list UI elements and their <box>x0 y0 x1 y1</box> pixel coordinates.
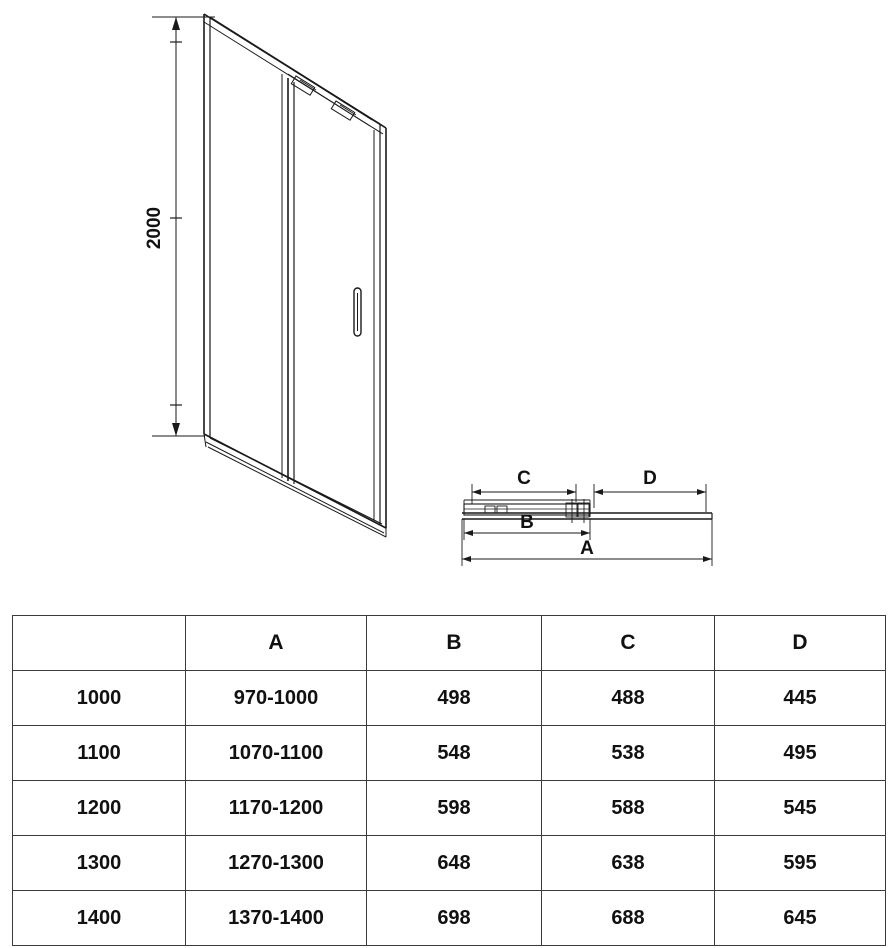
elevation-view <box>144 14 386 537</box>
elevation-height-label: 2000 <box>144 206 165 250</box>
table-cell-b: 648 <box>367 836 542 891</box>
plan-dim-a-label: A <box>580 538 594 559</box>
table-cell-size: 1400 <box>13 891 186 946</box>
table-cell-b: 548 <box>367 726 542 781</box>
table-header-a: A <box>186 616 367 671</box>
table-cell-c: 538 <box>542 726 715 781</box>
table-row <box>13 726 886 781</box>
table-cell-d: 595 <box>715 836 886 891</box>
table-row <box>13 671 886 726</box>
table-cell-b: 598 <box>367 781 542 836</box>
table-header-blank <box>13 616 186 671</box>
plan-dim-d-label: D <box>643 468 657 489</box>
table-cell-d: 545 <box>715 781 886 836</box>
table-cell-size: 1200 <box>13 781 186 836</box>
table-cell-a: 1270-1300 <box>186 836 367 891</box>
plan-view <box>462 468 712 566</box>
table-cell-c: 688 <box>542 891 715 946</box>
table-cell-size: 1300 <box>13 836 186 891</box>
plan-dim-b-label: B <box>520 512 534 533</box>
table-cell-a: 1170-1200 <box>186 781 367 836</box>
table-cell-a: 1370-1400 <box>186 891 367 946</box>
table-cell-size: 1000 <box>13 671 186 726</box>
table-cell-c: 638 <box>542 836 715 891</box>
table-cell-d: 495 <box>715 726 886 781</box>
table-cell-d: 445 <box>715 671 886 726</box>
table-cell-c: 588 <box>542 781 715 836</box>
table-cell-size: 1100 <box>13 726 186 781</box>
table-row <box>13 836 886 891</box>
table-cell-b: 698 <box>367 891 542 946</box>
table-cell-a: 970-1000 <box>186 671 367 726</box>
table-header-b: B <box>367 616 542 671</box>
table-cell-a: 1070-1100 <box>186 726 367 781</box>
door-handle <box>354 288 361 336</box>
table-row <box>13 891 886 946</box>
table-header-d: D <box>715 616 886 671</box>
table-header-c: C <box>542 616 715 671</box>
plan-dim-c-label: C <box>517 468 531 489</box>
table-cell-c: 488 <box>542 671 715 726</box>
table-cell-d: 645 <box>715 891 886 946</box>
table-header-row <box>13 616 886 671</box>
table-row <box>13 781 886 836</box>
dimension-table <box>12 615 886 946</box>
table-cell-b: 498 <box>367 671 542 726</box>
